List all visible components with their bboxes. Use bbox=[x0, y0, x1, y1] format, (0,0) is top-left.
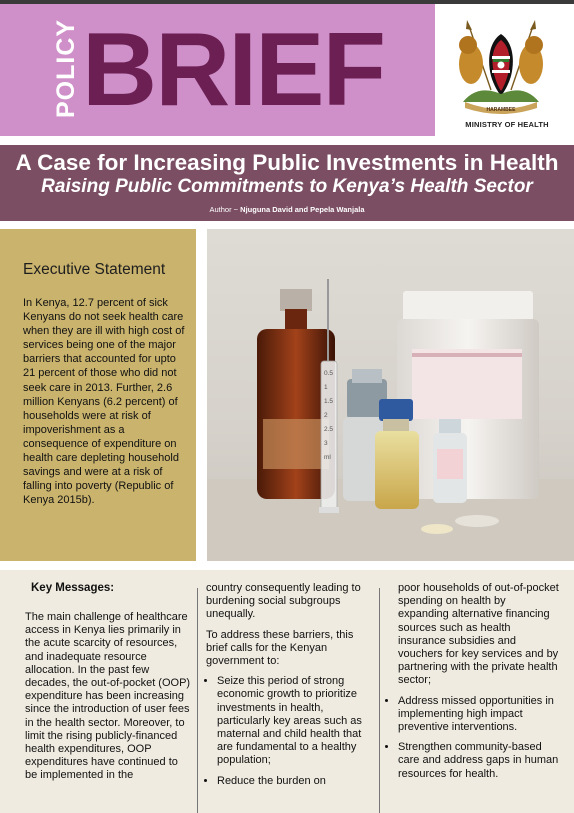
executive-statement-text: In Kenya, 12.7 percent of sick Kenyans do not seek health care when they are ill with high cost of services being one of the major barriers that accounted for upto 21 percent of those who did not seek care in 2013. Further, 2.6 million Kenyans (6.2 percent) of households were at risk of impoverishment as a consequence of expenditure on health care depleting household savings and were at a risk of falling into poverty (Republic of Kenya 2015b). bbox=[23, 297, 185, 507]
recommendation-list bbox=[206, 675, 372, 788]
syringe-mark-2: 1 bbox=[324, 384, 328, 391]
syringe-mark-7: ml bbox=[324, 454, 331, 461]
executive-statement-heading: Executive Statement bbox=[23, 261, 166, 278]
column-divider bbox=[379, 588, 380, 813]
author-names: Njuguna David and Pepela Wanjala bbox=[240, 205, 365, 214]
syringe-mark-1: 0.5 bbox=[324, 370, 334, 377]
syringe-mark-5: 2.5 bbox=[324, 426, 334, 433]
key-messages-column-1 bbox=[25, 611, 191, 790]
author-line bbox=[0, 205, 574, 214]
kenya-coat-of-arms-icon bbox=[451, 20, 551, 116]
key-messages-heading: Key Messages: bbox=[31, 582, 115, 594]
key-messages-column-2 bbox=[206, 582, 372, 795]
list-item: • Reduce the burden on bbox=[217, 775, 372, 788]
list-item: • Address missed opportunities in implementing high impact preventive interventions. bbox=[398, 695, 559, 735]
main-title: A Case for Increasing Public Investments in Health bbox=[15, 150, 559, 175]
recommendation-list bbox=[387, 695, 559, 781]
medicine-bottles-photo bbox=[207, 229, 574, 561]
key-messages-paragraph: The main challenge of healthcare access in Kenya lies primarily in the acute scarcity of resources, and inadequate resource allocation. In the past few decades, the out-of-pocket (OOP) expenditure has been increasing since the introduction of user fees in the health sector. Moreover, to limit the rising publicly-financed health expenditures, OOP expenditures have continued to be implemented in the bbox=[25, 611, 191, 782]
brief-title: BRIEF bbox=[82, 12, 384, 128]
key-messages-paragraph: poor households of out-of-pocket spending on health by expanding alternative financing sources such as health insurance subsidies and vouchers for key services and by partnering with the private health sector; bbox=[398, 582, 559, 687]
ministry-label: MINISTRY OF HEALTH bbox=[465, 120, 549, 129]
syringe-mark-3: 1.5 bbox=[324, 398, 334, 405]
list-item: • Seize this period of strong economic growth to prioritize investments in health, particularly key areas such as maternal and child health that are fundamental to a healthy population; bbox=[217, 675, 372, 767]
author-label: Author ~ bbox=[209, 205, 239, 214]
list-item: • Strengthen community-based care and address gaps in human resources for health. bbox=[398, 741, 559, 781]
subtitle: Raising Public Commitments to Kenya’s Health Sector bbox=[41, 176, 533, 197]
policy-label: POLICY bbox=[52, 18, 80, 118]
key-messages-column-3 bbox=[387, 582, 559, 788]
key-messages-paragraph: country consequently leading to burdening social subgroups unequally. bbox=[206, 582, 361, 621]
syringe-mark-6: 3 bbox=[324, 440, 328, 447]
key-messages-paragraph: To address these barriers, this brief calls for the Kenyan government to: bbox=[206, 628, 354, 668]
column-divider bbox=[197, 588, 198, 813]
syringe-mark-4: 2 bbox=[324, 412, 328, 419]
crest-motto: HARAMBEE bbox=[486, 107, 516, 113]
